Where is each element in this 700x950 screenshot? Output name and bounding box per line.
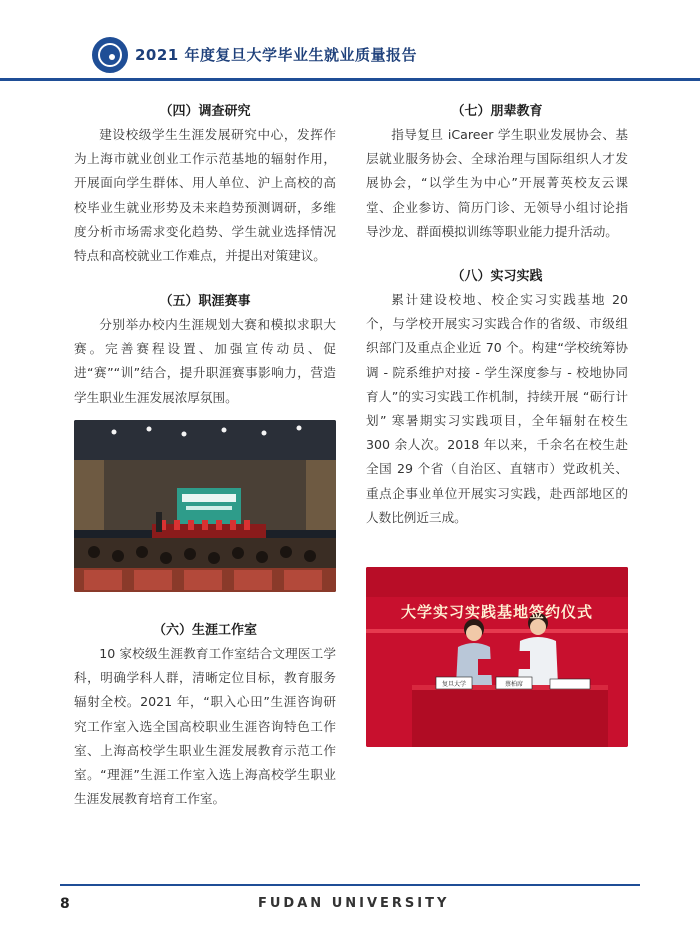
page-number: 8 bbox=[60, 896, 70, 912]
section-research bbox=[74, 101, 336, 268]
section-title: （七）朋辈教育 bbox=[451, 104, 543, 119]
auditorium-photo-icon bbox=[74, 420, 336, 592]
section-body: 分别举办校内生涯规划大赛和模拟求职大赛。完善赛程设置、加强宣传动员、促进“赛”“训”结合，提升职涯赛事影响力，营造学生职业生涯发展浓厚氛围。 bbox=[74, 317, 336, 405]
section-body: 10 家校级生涯教育工作室结合文理医工学科，明确学科人群，清晰定位目标，教育服务辐射全校。2021 年，“职入心田”生涯咨询研究工作室入选全国高校职业生涯咨询特色工作室、上海高校学生职业生涯发展教育示范工作室。“理涯”生涯工作室入选上海高校学生职业生涯发展教育培育工作室。 bbox=[74, 646, 336, 807]
section-title: （六）生涯工作室 bbox=[152, 623, 257, 638]
section-body: 累计建设校地、校企实习实践基地 20 个，与学校开展实习实践合作的省级、市级组织部门及重点企业近 70 个。构建“学校统筹协调 - 院系维护对接 - 学生深度参与 - 校地协同育人”的实习实践工作机制，持续开展 “砺行计划” 寒暑期实习实践项目，全年辐射在校生 300 余人次。2018 年以来，千余名在校生赴全国 29 个省（自治区、直辖市）党政机关、重点企事业单位开展实习实践，赴西部地区的人数比例近三成。 bbox=[366, 292, 628, 525]
report-title: 2021 年度复旦大学毕业生就业质量报告 bbox=[135, 46, 417, 64]
header-divider bbox=[0, 78, 700, 81]
page-header bbox=[0, 0, 700, 78]
signing-ceremony-photo bbox=[366, 567, 628, 747]
footer-divider bbox=[60, 884, 640, 886]
signing-banner-text: 大学实习实践基地签约仪式 bbox=[400, 603, 593, 621]
signing-scene-icon bbox=[366, 567, 628, 747]
section-internship bbox=[366, 266, 628, 530]
auditorium-photo bbox=[74, 420, 336, 592]
university-name: FUDAN UNIVERSITY bbox=[258, 896, 450, 911]
section-title: （五）职涯赛事 bbox=[159, 294, 251, 309]
section-body: 指导复旦 iCareer 学生职业发展协会、基层就业服务协会、全球治理与国际组织人才发展协会，“以学生为中心”开展菁英校友云课堂、企业参访、简历门诊、无领导小组讨论指导沙龙、群面模拟训练等职业能力提升活动。 bbox=[366, 127, 628, 239]
name-card-left: 复旦大学 bbox=[441, 681, 466, 688]
fudan-logo-icon bbox=[92, 37, 128, 73]
section-title: （四）调查研究 bbox=[159, 104, 251, 119]
name-card-right: 蔡柏席 bbox=[504, 681, 523, 688]
section-body: 建设校级学生生涯发展研究中心，发挥作为上海市就业创业工作示范基地的辐射作用，开展面向学生群体、用人单位、沪上高校的高校毕业生就业形势及未来趋势预测调研，多维度分析市场需求变化趋势、学生就业选择情况特点和高校就业工作难点，并提出对策建议。 bbox=[74, 127, 336, 264]
section-peer-education bbox=[366, 101, 628, 244]
section-competition bbox=[74, 291, 336, 410]
section-studio bbox=[74, 620, 336, 811]
section-title: （八）实习实践 bbox=[451, 269, 543, 284]
